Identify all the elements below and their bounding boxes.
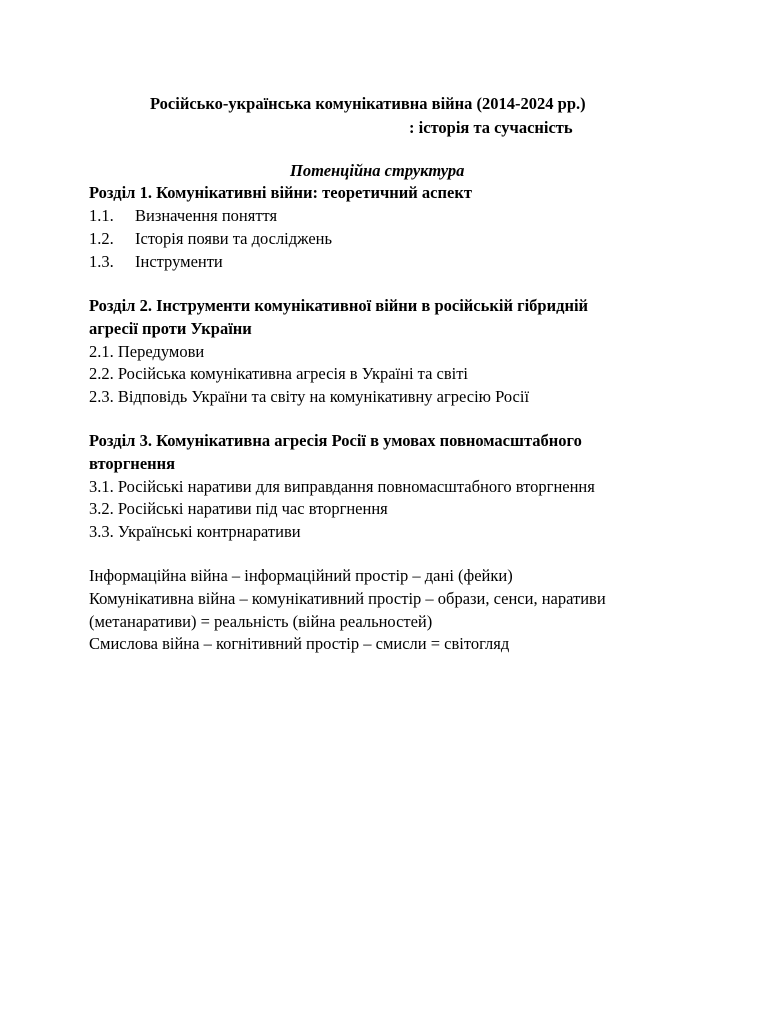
section-1-item-2 — [89, 228, 332, 250]
section-3-heading-line-2: вторгнення — [89, 454, 176, 473]
document-title-line-2: : історія та сучасність — [409, 118, 573, 137]
section-1-item-3 — [89, 251, 223, 273]
section-3-item-1: 3.1. Російські наративи для виправдання повномасштабного вторгнення — [89, 477, 595, 496]
item-number: 1.1. — [89, 206, 114, 225]
section-3-item-2: 3.2. Російські наративи під час вторгнення — [89, 499, 388, 518]
section-3-heading-line-1: Розділ 3. Комунікативна агресія Росії в умовах повномасштабного — [89, 431, 582, 450]
note-line-3: (метанаративи) = реальність (війна реальностей) — [89, 612, 433, 631]
section-2-heading-line-1: Розділ 2. Інструменти комунікативної війни в російській гібридній — [89, 296, 589, 315]
section-2-item-2: 2.2. Російська комунікативна агресія в Україні та світі — [89, 364, 469, 383]
item-number: 1.2. — [89, 229, 114, 248]
section-2-item-3: 2.3. Відповідь України та світу на комунікативну агресію Росії — [89, 387, 530, 406]
section-1-item-1 — [89, 205, 277, 227]
section-3-item-3: 3.3. Українські контрнаративи — [89, 522, 301, 541]
section-2-heading-line-2: агресії проти України — [89, 319, 252, 338]
note-line-1: Інформаційна війна – інформаційний простір – дані (фейки) — [89, 566, 513, 585]
note-line-2: Комунікативна війна – комунікативний простір – образи, сенси, наративи — [89, 589, 606, 608]
structure-heading: Потенційна структура — [290, 161, 465, 180]
item-text: Інструменти — [135, 252, 223, 271]
document-title-line-1: Російсько-українська комунікативна війна (2014-2024 рр.) — [150, 94, 586, 113]
item-text: Визначення поняття — [135, 206, 278, 225]
note-line-4: Смислова війна – когнітивний простір – смисли = світогляд — [89, 634, 510, 653]
section-2-item-1: 2.1. Передумови — [89, 342, 205, 361]
section-1-heading: Розділ 1. Комунікативні війни: теоретичний аспект — [89, 183, 472, 202]
item-text: Історія появи та досліджень — [135, 229, 333, 248]
item-number: 1.3. — [89, 252, 114, 271]
